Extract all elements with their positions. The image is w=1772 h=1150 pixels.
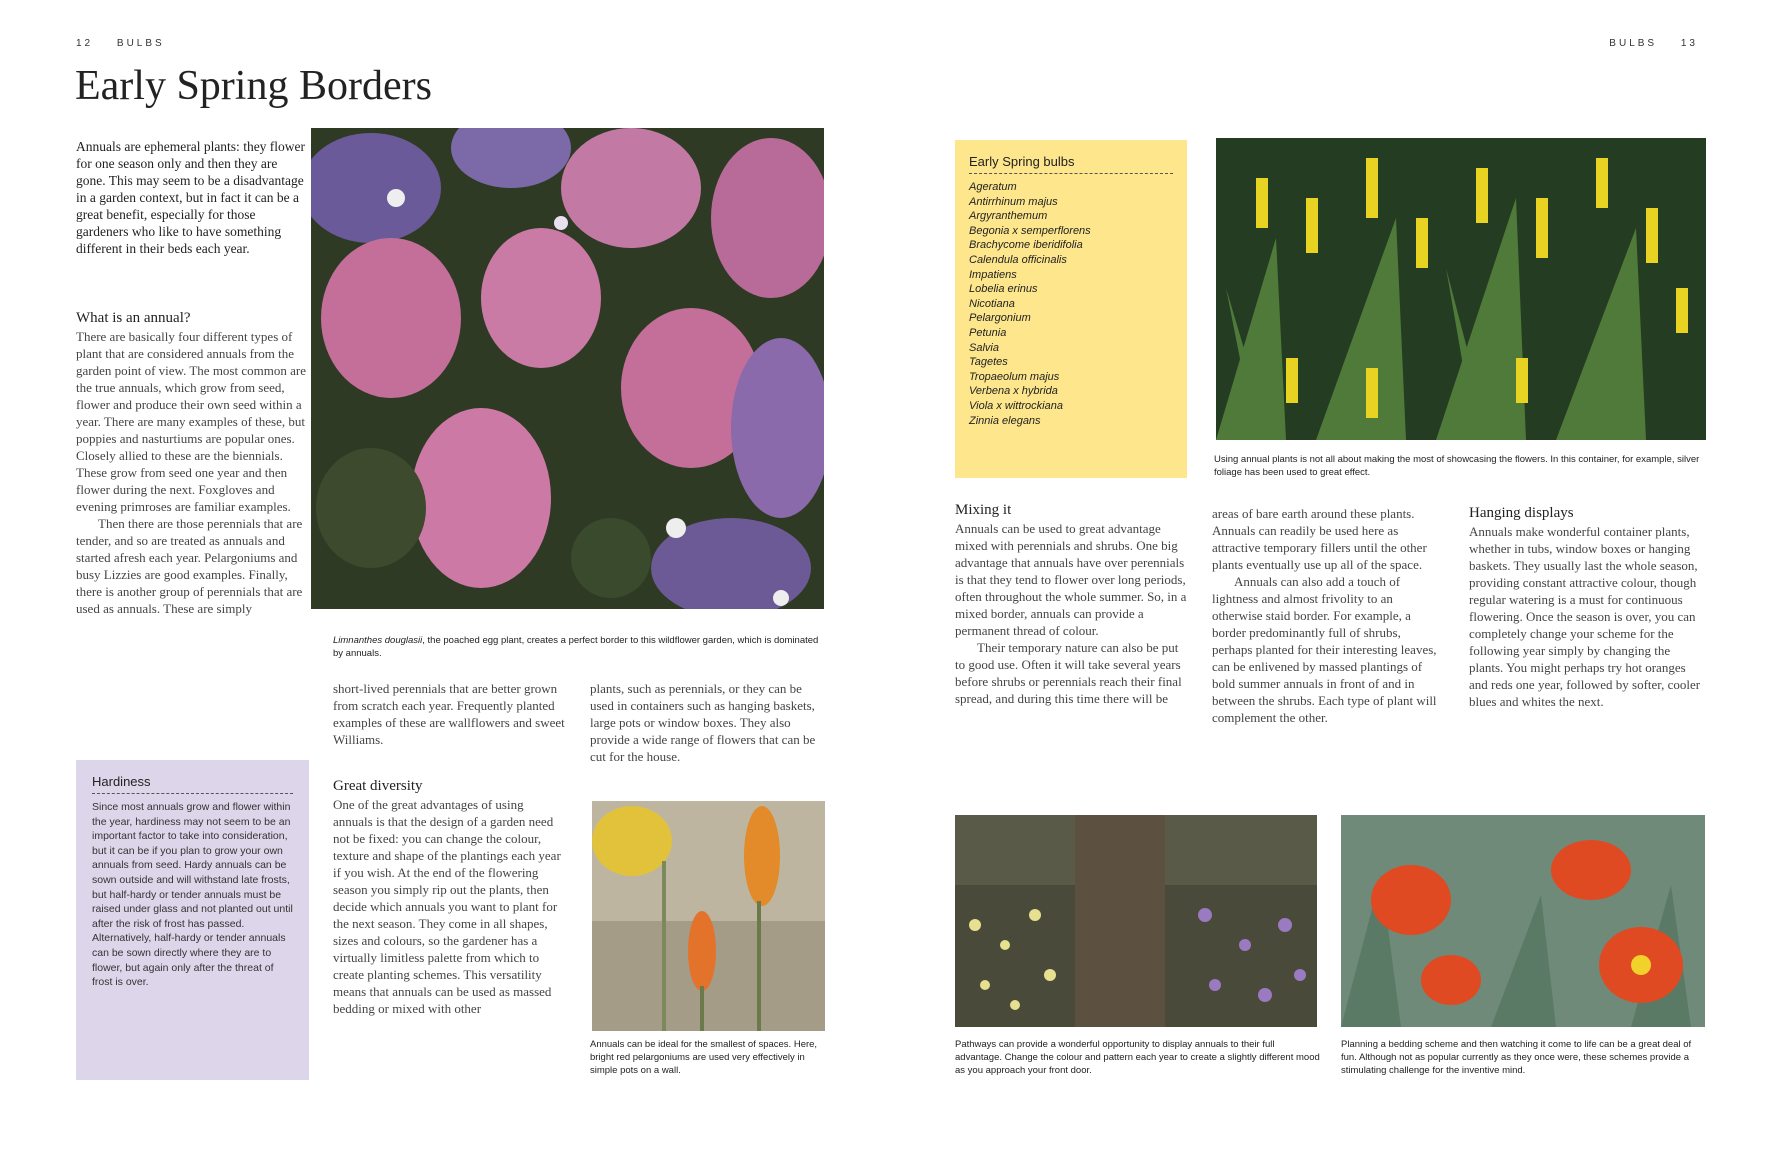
hardiness-title: Hardiness	[92, 774, 293, 794]
tulip-photo-image	[1341, 815, 1705, 1027]
running-head-left: BULBS	[116, 38, 165, 49]
running-head-right: BULBS	[1609, 38, 1658, 49]
bulbs-box-title: Early Spring bulbs	[969, 154, 1173, 174]
right-folio	[1609, 38, 1698, 49]
bulb-list-item: Ageratum	[969, 181, 1017, 193]
what-is-annual-paragraph: Then there are those perennials that are tender, and so are treated as annuals and started afresh each year. Pelargoniums and busy Lizzies are good examples. Finally, there is another group of perennials that are used as annuals. These are simply	[76, 516, 303, 616]
bulb-list-item: Petunia	[969, 326, 1007, 339]
column-3-text	[590, 680, 824, 765]
bulb-list-item: Antirrhinum majus	[969, 195, 1058, 208]
mixing-it-paragraph: Their temporary nature can also be put to good use. Often it will take several years before shrubs or perennials reach their final spread, and during this time there will be	[955, 640, 1182, 706]
column-5-text	[1212, 505, 1444, 726]
mixing-it-paragraph: Annuals can be used to great advantage mixed with perennials and shrubs. One big advantage that annuals have over perennials is that they tend to flower over long periods, often throughout the whole summer. So, in a mixed border, annuals can provide a permanent thread of colour.	[955, 521, 1187, 638]
tulip-photo-caption: Planning a bedding scheme and then watching it come to life can be a great deal of fun. Although not as popular currently as they once were, these schemes provide a stimulating challenge for the inventive mind.	[1341, 1039, 1692, 1076]
column-2-text	[333, 680, 565, 748]
yellow-flower-photo-image	[1216, 138, 1706, 440]
what-is-annual-paragraph: There are basically four different types of plant that are considered annuals from the garden point of view. The most common are the true annuals, which grow from seed, flower and produce their own seed within a year. There are many examples of these, but poppies and nasturtiums are popular ones. Closely allied to these are the biennials. These grow from seed one year and then flower during the next. Foxgloves and evening primroses are familiar examples.	[76, 329, 306, 514]
mixing-it-section	[955, 502, 1187, 707]
col3-top-paragraph: plants, such as perennials, or they can be used in containers such as hanging baskets, large pots or window boxes. They also provide a wide range of flowers that can be cut for the house.	[590, 681, 816, 764]
pathway-photo	[955, 815, 1317, 1027]
bulb-list-item: Tropaeolum majus	[969, 370, 1060, 383]
intro-paragraph: Annuals are ephemeral plants: they flower for one season only and then they are gone. This may seem to be a disadvantage in a garden context, but in fact it can be a great benefit, especially for those gardeners who like to have something different in their beds each year.	[76, 139, 306, 256]
left-folio	[76, 38, 165, 49]
bulb-list-item: Impatiens	[969, 268, 1017, 281]
col5-paragraph: Annuals can also add a touch of lightness and almost frivolity to an otherwise staid border. For example, a border predominantly full of shrubs, perhaps planted for their interesting leaves, can be enlivened by massed plantings of bold summer annuals in front of and in between the shrubs. Each type of plant will complement the other.	[1212, 574, 1437, 725]
tulip-photo	[1341, 815, 1705, 1027]
page-number-right: 13	[1680, 38, 1698, 49]
small-photo-caption: Annuals can be ideal for the smallest of spaces. Here, bright red pelargoniums are used very effectively in simple pots on a wall.	[590, 1039, 818, 1076]
mixing-it-heading: Mixing it	[955, 502, 1012, 518]
what-is-annual-heading: What is an annual?	[76, 310, 191, 326]
yellow-photo-caption: Using annual plants is not all about making the most of showcasing the flowers. In this container, for example, silver foliage has been used to great effect.	[1214, 454, 1700, 478]
bulb-list-item: Pelargonium	[969, 312, 1031, 325]
yellow-flower-photo	[1216, 138, 1706, 440]
small-pot-photo	[592, 801, 825, 1031]
bulbs-list	[969, 180, 1173, 428]
what-is-annual-section	[76, 310, 308, 617]
bulb-list-item: Salvia	[969, 341, 999, 354]
bulb-list-item: Calendula officinalis	[969, 253, 1067, 266]
bulb-list-item: Verbena x hybrida	[969, 385, 1058, 398]
bulb-list-item: Nicotiana	[969, 297, 1015, 310]
bulb-list-item: Zinnia elegans	[969, 414, 1041, 427]
great-diversity-heading: Great diversity	[333, 778, 423, 794]
hardiness-text: Since most annuals grow and flower within the year, hardiness may not seem to be an important factor to take into consideration, but it can be if you plan to grow your own annuals from seed. Hardy annuals can be sown outside and will withstand late frosts, but half-hardy or tender annuals must be raised under glass and not planted out until after the risk of frost has passed. Alternatively, half-hardy or tender annuals can be sown directly where they are to flower, but again only after the threat of frost is over.	[92, 801, 293, 989]
great-diversity-section	[333, 778, 565, 1017]
caption-text: , the poached egg plant, creates a perfect border to this wildflower garden, which is dominated by annuals.	[333, 635, 819, 659]
page-number-left: 12	[76, 38, 94, 49]
hardiness-box	[76, 760, 309, 1080]
hanging-displays-heading: Hanging displays	[1469, 505, 1574, 521]
bulb-list-item: Tagetes	[969, 356, 1008, 369]
great-diversity-paragraph: One of the great advantages of using annuals is that the design of a garden need not be fixed: you can change the colour, texture and shape of the plantings each year if you wish. At the end of the flowering season you simply rip out the plants, then decide which annuals you want to plant for the next season. They come in all shapes, sizes and colours, so the gardener has a virtually limitless palette from which to create planting schemes. This versatility means that annuals can be used as massed bedding or mixed with other	[333, 797, 561, 1016]
col5-paragraph: areas of bare earth around these plants. Annuals can readily be used here as attractive temporary fillers until the other plants eventually use up all of the space.	[1212, 506, 1427, 572]
bulb-list-item: Brachycome iberidifolia	[969, 239, 1083, 252]
early-spring-bulbs-box	[955, 140, 1187, 478]
hyacinth-photo-image	[311, 128, 824, 609]
caption-species-name: Limnanthes douglasii	[333, 635, 423, 646]
hanging-displays-paragraph: Annuals make wonderful container plants, whether in tubs, window boxes or hanging baskets. They usually last the whole season, providing constant attractive colour, though regular watering is a must for continuous flowering. Once the season is over, you can completely change your scheme for the following year simply by changing the plants. You might perhaps try hot oranges and reds one year, followed by softer, cooler blues and whites the next.	[1469, 524, 1701, 709]
bulb-list-item: Viola x wittrockiana	[969, 399, 1063, 412]
bulb-list-item: Argyranthemum	[969, 210, 1048, 223]
col2-top-paragraph: short-lived perennials that are better grown from scratch each year. Frequently planted examples of these are wallflowers and sweet Williams.	[333, 681, 565, 747]
pathway-photo-caption: Pathways can provide a wonderful opportunity to display annuals to their full advantage. Change the colour and pattern each year to create a slightly different mood as you approach your front door.	[955, 1039, 1320, 1076]
daffodil-photo-image	[592, 801, 825, 1031]
main-photo-caption	[333, 634, 823, 660]
bulb-list-item: Begonia x semperflorens	[969, 224, 1091, 237]
hanging-displays-section	[1469, 505, 1702, 710]
pathway-photo-image	[955, 815, 1317, 1027]
page-title: Early Spring Borders	[75, 63, 432, 109]
main-flower-photo	[311, 128, 824, 609]
bulb-list-item: Lobelia erinus	[969, 283, 1038, 296]
